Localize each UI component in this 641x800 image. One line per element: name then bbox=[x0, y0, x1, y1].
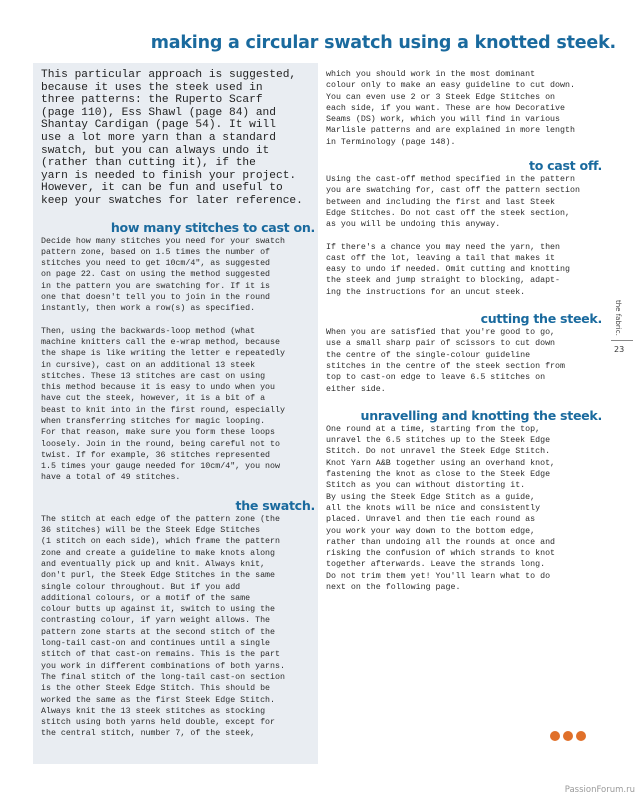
cast-on-paragraph-1: Decide how many stitches you need for your swatch pattern zone, based on 1.5 times the number of stitches you need to get 10cm/4", as suggested on page 22. Cast on using the method suggested in the pattern you are swatching for. If it is one that doesn't tell you to join in the round instantly, then work a row(s) as specified. bbox=[41, 236, 285, 314]
unravelling-paragraph: One round at a time, starting from the top, unravel the 6.5 stitches up to the Steek Edge Stitch. Do not unravel the Steek Edge Stitch. Knot Yarn A&B together using an overhand knot, fastening the knot as close to the Steek Edge Stitch as you can without distorting it. By using the Steek Edge Stitch as a guide, all the knots will be nice and consistently placed. Unravel and then tie each round as you work your way down to the bottom edge, rather than undoing all the rounds at once and risking the confusion of which strands to knot together afterwards. Leave the strands long. Do not trim them yet! You'll learn what to do next on the following page. bbox=[326, 424, 556, 592]
dot-icon bbox=[550, 731, 560, 741]
left-column bbox=[41, 69, 315, 740]
heading-cutting-the-steek: cutting the steek. bbox=[480, 311, 602, 327]
watermark: PassionForum.ru bbox=[564, 785, 635, 795]
dot-icon bbox=[576, 731, 586, 741]
cast-on-paragraph-2: Then, using the backwards-loop method (what machine knitters call the e-wrap method, because the shape is like writing the letter e repeatedly in cursive), cast on an additional 13 steek stitches. These 13 stitches are cast on using this method because it is easy to undo when you have cut the steek, however, it is a bit of a beast to knit into in the first round, especially when transferring stitches for magic looping. For that reason, make sure you form these loops loosely. Join in the round, being careful not to twist. If for example, 36 stitches represented 1.5 times your gauge needed for 10cm/4", you now have a total of 49 stitches. bbox=[41, 326, 285, 483]
cutting-paragraph: When you are satisfied that you're good to go, use a small sharp pair of scissors to cut down the centre of the single-colour guideline stitches in the centre of the steek section from top to cast-on edge to leave 6.5 stitches on either side. bbox=[326, 328, 565, 394]
intro-paragraph: This particular approach is suggested, because it uses the steek used in three patterns: the Ruperto Scarf (page 110), Ess Shawl (page 84) and Shantay Cardigan (page 54). It will use a lot more yarn than a standard swatch, but you can always undo it (rather than cutting it), if the yarn is needed to finish your project. However, it can be fun and useful to keep your swatches for later reference. bbox=[41, 69, 303, 207]
heading-the-swatch: the swatch. bbox=[235, 497, 315, 513]
swatch-paragraph: The stitch at each edge of the pattern zone (the 36 stitches) will be the Steek Edge Stitches (1 stitch on each side), which frame the pattern zone and create a guideline to make knots along and eventually pick up and knit. Always knit, don't purl, the Steek Edge Stitches in the same single colour throughout. But if you add additional colours, or a motif of the same colour butts up against it, switch to using the contrasting colour, if yarn weight allows. The pattern zone starts at the second stitch of the long-tail cast-on and continues until a single stitch of that cast-on remains. This is the part you work in different combinations of both yarns. The final stitch of the long-tail cast-on section is the other Steek Edge Stitch. This should be worked the same as the first Steek Edge Stitch. Always knit the 13 steek stitches as stocking stitch using both yarns held double, except for the central stitch, number 7, of the steek, bbox=[41, 514, 285, 739]
section-label: the fabric. bbox=[614, 300, 622, 336]
page-number: 23 bbox=[614, 345, 625, 354]
continue-dots bbox=[550, 731, 586, 741]
dot-icon bbox=[563, 731, 573, 741]
page-title: making a circular swatch using a knotted steek. bbox=[150, 33, 616, 53]
cast-off-paragraph-1: Using the cast-off method specified in the pattern you are swatching for, cast off the pattern section between and including the first and last Steek Edge Stitches. Do not cast off the steek section, as you will be undoing this anyway. bbox=[326, 175, 580, 230]
heading-unravelling: unravelling and knotting the steek. bbox=[360, 407, 602, 423]
cast-off-paragraph-2: If there's a chance you may need the yarn, then cast off the lot, leaving a tail that makes it easy to undo if needed. Omit cutting and knotting the steek and jump straight to blocking, adapt- ing the instructions for an uncut steek. bbox=[326, 242, 570, 297]
right-column bbox=[326, 69, 602, 593]
swatch-paragraph-continued: which you should work in the most dominant colour only to make an easy guideline to cut down. You can even use 2 or 3 Steek Edge Stitches on each side, if you want. These are how Decorative Seams (DS) work, which you will find in various Marlisle patterns and are explained in more length in Terminology (page 148). bbox=[326, 70, 575, 147]
sidebar-divider bbox=[611, 340, 633, 341]
heading-cast-off: to cast off. bbox=[528, 158, 602, 174]
heading-cast-on: how many stitches to cast on. bbox=[110, 219, 315, 235]
